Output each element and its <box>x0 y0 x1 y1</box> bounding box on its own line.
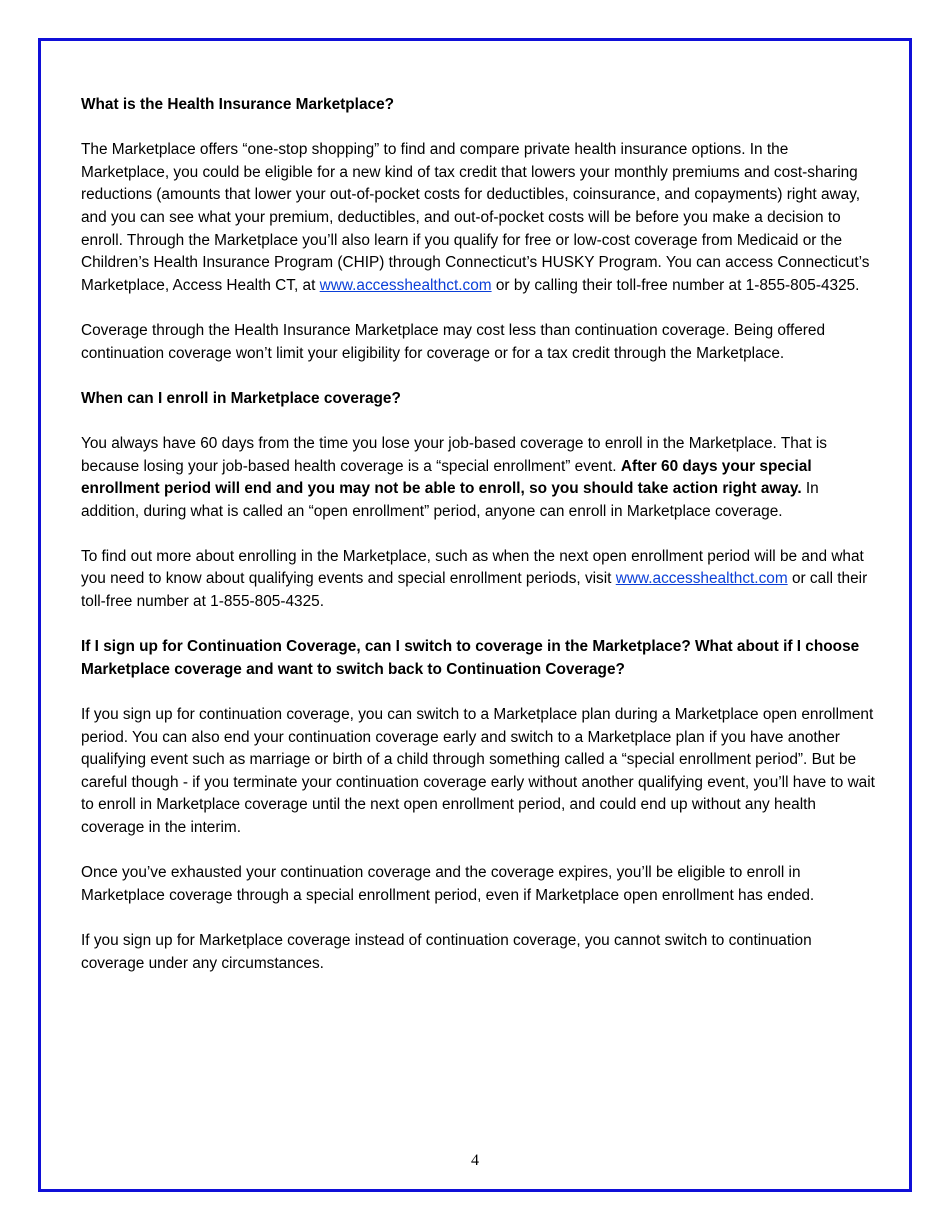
paragraph-exhausted-coverage: Once you’ve exhausted your continuation coverage and the coverage expires, you’ll be eligible to enroll in Marketplace coverage through a special enrollment period, even if Marketplace open enrollment has ended. <box>81 864 815 904</box>
paragraph-text: You always have 60 days from the time you lose your job-based coverage to enroll in the Marketplace. That is because losing your job-based health coverage is a “special enrollment” event. <box>81 434 828 475</box>
paragraph-text: To find out more about enrolling in the Marketplace, such as when the next open enrollment period will be and what you need to know about qualifying events and special enrollment periods, visit <box>81 547 864 588</box>
paragraph-text: or call their toll-free number at 1-855-805-4325. <box>81 570 868 611</box>
emphasis-text: After 60 days your special enrollment period will end and you may not be able to enroll, so you should take action right away. <box>81 457 812 498</box>
document-body <box>81 94 876 998</box>
paragraph-marketplace-intro <box>81 139 876 297</box>
accesshealthct-link[interactable]: www.accesshealthct.com <box>615 570 788 588</box>
paragraph-text: In addition, during what is called an “open enrollment” period, anyone can enroll in Marketplace coverage. <box>81 480 819 520</box>
paragraph-enrollment-window <box>81 433 876 523</box>
paragraph-text: The Marketplace offers “one-stop shopping” to find and compare private health insurance options. In the Marketplace, you could be eligible for a new kind of tax credit that lowers your monthly premiums and cost-sharing reductions (amounts that lower your out-of-pocket costs for deductibles, coinsurance, and copayments) right away, and you can see what your premium, deductibles, and out-of-pocket costs will be before you make a decision to enroll. Through the Marketplace you’ll also learn if you qualify for free or low-cost coverage from Medicaid or the Children’s Health Insurance Program (CHIP) through Connecticut’s HUSKY Program. You can access Connecticut’s Marketplace, Access Health CT, at <box>81 141 870 294</box>
paragraph-no-switch-back: If you sign up for Marketplace coverage instead of continuation coverage, you cannot switch to continuation coverage under any circumstances. <box>81 931 812 972</box>
section-heading-switch: If I sign up for Continuation Coverage, can I switch to coverage in the Marketplace? What about if I choose Marketplace coverage and want to switch back to Continuation Coverage? <box>81 638 860 678</box>
paragraph-text: or by calling their toll-free number at 1-855-805-4325. <box>491 276 860 294</box>
page-border <box>38 38 912 1192</box>
page-number: 4 <box>471 1152 479 1169</box>
section-heading-enroll: When can I enroll in Marketplace coverage? <box>81 389 401 407</box>
accesshealthct-link[interactable]: www.accesshealthct.com <box>319 276 492 294</box>
section-heading-marketplace: What is the Health Insurance Marketplace? <box>81 96 395 113</box>
paragraph-find-out-more <box>81 546 876 614</box>
paragraph-switch-to-marketplace: If you sign up for continuation coverage, you can switch to a Marketplace plan during a Marketplace open enrollment period. You can also end your continuation coverage early and switch to a Marketplace plan if you have another qualifying event such as marriage or birth of a child through something called a “special enrollment period”. But be careful though - if you terminate your continuation coverage early without another qualifying event, you’ll have to wait to enroll in Marketplace coverage until the next open enrollment period, and could end up without any health coverage in the interim. <box>81 706 875 836</box>
paragraph-coverage-cost: Coverage through the Health Insurance Marketplace may cost less than continuation coverage. Being offered continuation coverage won’t limit your eligibility for coverage or for a tax credit through the Marketplace. <box>81 321 826 362</box>
